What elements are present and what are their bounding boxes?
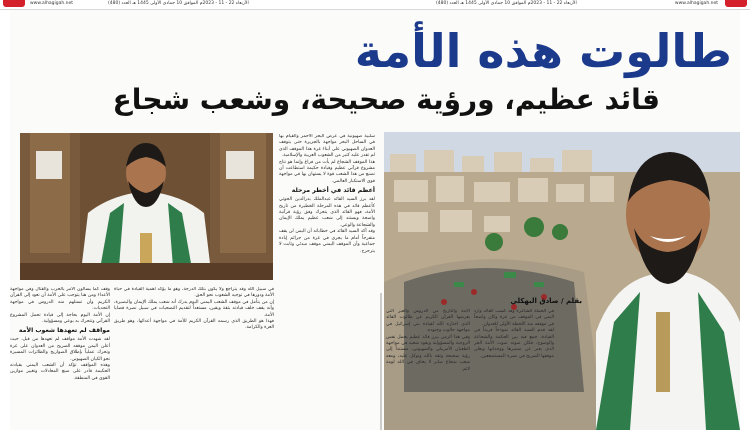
article-subtitle: قائد عظيم، ورؤية صحيحة، وشعب شجاع [112, 83, 660, 116]
col4-para-4: وهذه المواقف تؤكد أن الشعب اليمني بقيادته الحكيمة قادر على صنع المعادلات وتغيير موازين القوى في المنطقة. [10, 363, 110, 381]
col1-para-3: لقد برز السيد القائد عبدالملك بدرالدين الحوثي كأعظم قائد في هذه المرحلة الخطيرة من تاريخ الأمة، فهو القائد الذي يتحرك وفق رؤية قرآنية واضحة ويستند إلى شعب عظيم يملك الإيمان والشجاعة والوعي. [279, 197, 375, 228]
article-title: طالوت هذه الأمة [354, 24, 732, 78]
col1-para-4: وقد أكد السيد القائد في خطاباته أن اليمن لن يقف متفرجاً أمام ما يجري في غزة من جرائم إبادة جماعية وأن الموقف اليمني موقف مبدئي وثابت لا يتزحزح. [279, 229, 375, 254]
article-byline: بقلم / صادق البهكلي [510, 297, 582, 305]
col3-para-1: في الحملة الشاعرة وقد كسب القائد وارد اليمن في الموقف من غزة وكان واضحاً في موقفه منذ اللحظة الأولى للعدوان. [474, 309, 554, 327]
col1-para-2: هذا الموقف الشجاع لم يأت من فراغ وإنما هو نتاج مشروع قرآني عظيم وقيادة حكيمة استطاعت أن تصنع من هذا الشعب قوة لا يستهان بها في مواجهة قوى الاستكبار العالمي. [279, 159, 375, 184]
text-column-3 [474, 309, 554, 430]
issue-date-left: الأربعاء 22 - 11 - 2023م الموافق 10 جمادي الأولى 1445 هـ العدد (480) [108, 1, 249, 6]
col5-para-1: في سبيل الله وقد يتراجع ولا يكون بتلك الدرجة، وهو ما يؤكد أهمية القيادة في حياة الأمة ودورها في توجيه الشعوب نحو الحق. [114, 287, 274, 299]
col1-para-1: سلبية صهيونية في عرض البحر الأحمر والقيام بها في الساحل البحر مواجهة بالجزيرة حتى يتوقف العدوان الصهيوني على أبناء غزة هذا الموقف الذي لم تقدر عليه كثير من الشعوب العربية والإسلامية. [279, 134, 375, 159]
page-header-strip [0, 0, 750, 10]
leader-seated-photo [20, 133, 273, 280]
column-divider [380, 293, 382, 430]
red-tab-left [3, 0, 25, 7]
text-column-1 [279, 134, 375, 430]
col4-para-3: لقد شهدت الأمة مواقف لم تعهدها من قبل، حيث أعلن اليمن موقفه الصريح من العدوان على غزة وتحرك عملياً بإطلاق الصواريخ والطائرات المسيرة نحو الكيان الصهيوني. [10, 337, 110, 362]
text-column-2 [386, 309, 470, 430]
text-column-5 [114, 287, 274, 430]
website-url-right: www.alhagigah.net [674, 1, 718, 6]
website-url-left: www.alhagigah.net [30, 1, 74, 6]
col5-para-3: فهذا هو الطريق الذي رسمه القرآن الكريم للأمة في مواجهة أعدائها، وهو طريق العزة والكرامة. [114, 319, 274, 331]
col4-heading: مواقف لم تعهدها شعوب الأمة [18, 327, 110, 335]
col3-para-2: لقد قدم السيد القائد نموذجاً فريداً في القيادة، جمع فيه بين الحكمة والشجاعة والوضوح، فكان صوته صوت الأمة الحر الذي يعبر عن ضميرها ووجدانها ويعلن موقفها الصريح في نصرة المستضعفين. [474, 328, 554, 359]
col2-para-2: وفي هذا الزمن يبرز قائد عظيم يحمل نفس الروحية والمسؤولية ويقود شعبه في مواجهة الطغيان الأمريكي والصهيوني، مستنداً إلى رؤية صحيحة وثقة بالله وتوكل عليه، ومعه شعب شجاع صابر لا يخاف في الله لومة لائم. [386, 334, 470, 372]
issue-date-right: الأربعاء 22 - 11 - 2023م الموافق 10 جمادي الأولى 1445 هـ العدد (480) [436, 1, 577, 6]
text-column-4 [10, 287, 110, 430]
col1-heading: أعظم قائد في أخطر مرحلة [291, 187, 375, 195]
col4-para-1: وقف كما يسألون الأمر بالحرب والقتال وفي مواجهة الأعداء ومن هنا يتوجب على الأمة أن تعود إلى القرآن الكريم وأن تستلهم منه الدروس في مواجهة التحديات. [10, 287, 110, 312]
red-tab-right [725, 0, 747, 7]
col4-para-2: إن الأمة اليوم بحاجة إلى قيادة تحمل المشروع القرآني وتتحرك به بوعي ومسؤولية. [10, 312, 110, 325]
col2-para-1: الأمة والتاريخ من الدروس والعبر التي يعرضها القرآن الكريم عن طالوت القائد الذي اختاره الله لقيادة بني إسرائيل في مواجهة جالوت وجنوده. [386, 309, 470, 334]
col5-para-2: إن من يتأمل في موقف الشعب اليمني اليوم يدرك أنه شعب يملك الإيمان والبصيرة، وأنه يقف خلف قيادته بثقة ويقين، مستعداً لتقديم التضحيات في سبيل نصرة قضايا الأمة. [114, 299, 274, 318]
